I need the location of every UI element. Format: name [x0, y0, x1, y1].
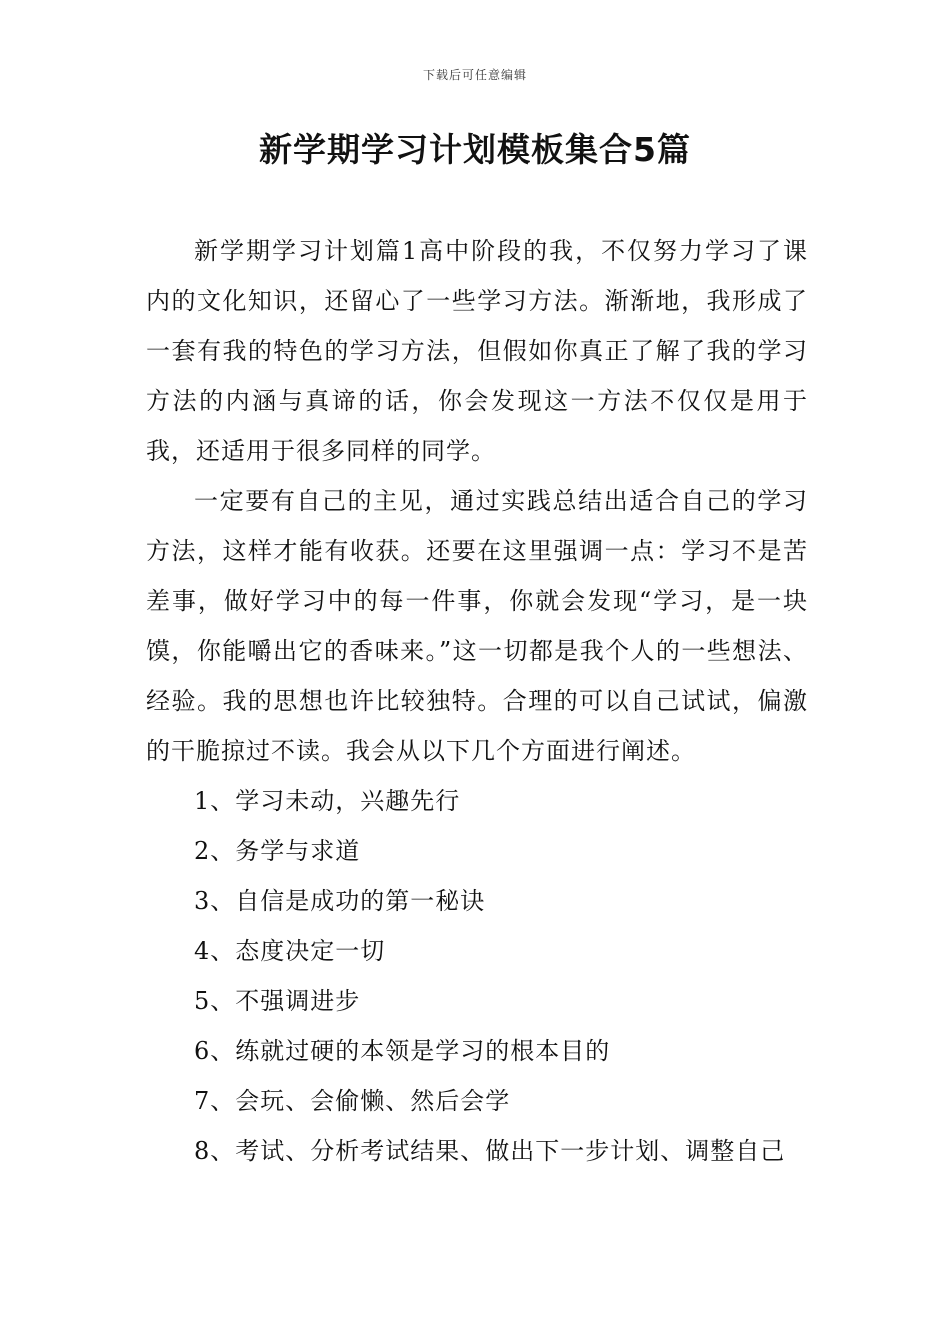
paragraph: 新学期学习计划篇1高中阶段的我，不仅努力学习了课内的文化知识，还留心了一些学习方法。渐渐地，我形成了一套有我的特色的学习方法，但假如你真正了解了我的学习方法的内涵与真谛的话，你会发现这一方法不仅仅是用于我，还适用于很多同样的同学。	[146, 237, 808, 465]
list-item: 4、态度决定一切	[194, 937, 386, 965]
document-body	[146, 226, 808, 1176]
list-item: 5、不强调进步	[194, 987, 361, 1015]
list-item: 8、考试、分析考试结果、做出下一步计划、调整自己	[194, 1137, 786, 1165]
paragraph: 一定要有自己的主见，通过实践总结出适合自己的学习方法，这样才能有收获。还要在这里强调一点：学习不是苦差事，做好学习中的每一件事，你就会发现“学习，是一块馍，你能嚼出它的香味来。”这一切都是我个人的一些想法、经验。我的思想也许比较独特。合理的可以自己试试，偏激的干脆掠过不读。我会从以下几个方面进行阐述。	[146, 487, 808, 765]
numbered-list	[146, 776, 808, 1176]
list-item: 1、学习未动，兴趣先行	[194, 787, 461, 815]
list-item: 2、务学与求道	[194, 837, 361, 865]
list-item: 6、练就过硬的本领是学习的根本目的	[194, 1037, 611, 1065]
document-title: 新学期学习计划模板集合5篇	[259, 130, 691, 169]
list-item: 7、会玩、会偷懒、然后会学	[194, 1087, 511, 1115]
header-note: 下载后可任意编辑	[422, 68, 527, 82]
list-item: 3、自信是成功的第一秘诀	[194, 887, 486, 915]
